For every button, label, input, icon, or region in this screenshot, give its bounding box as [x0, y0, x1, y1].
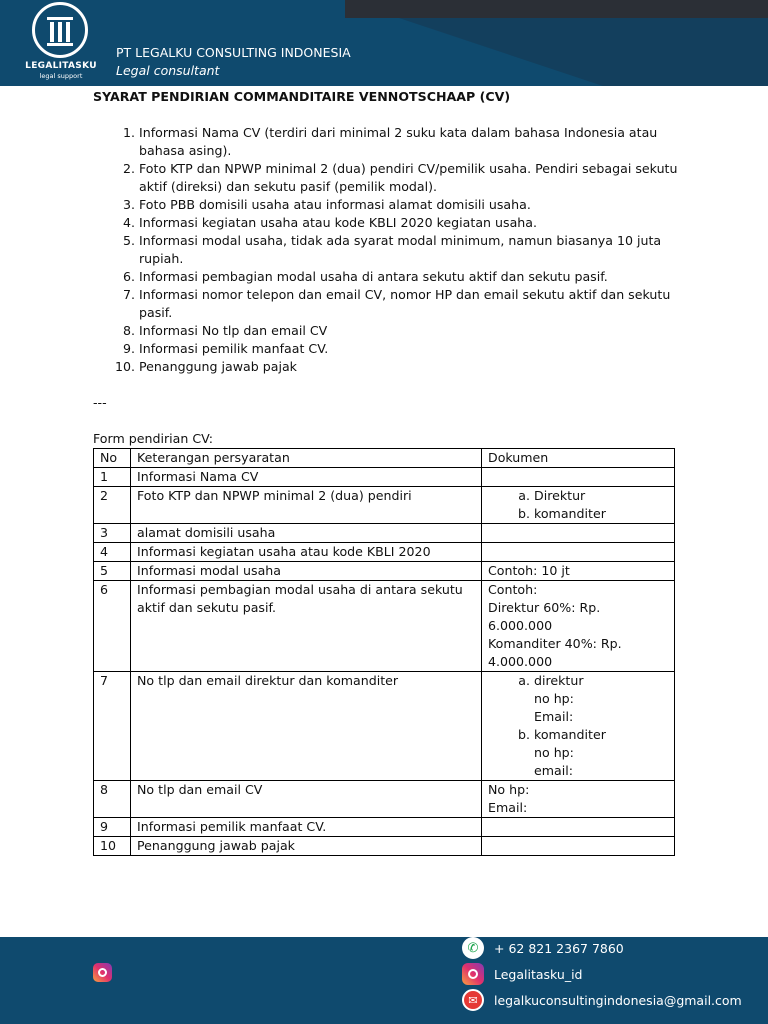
sublist-label: b. komanditer — [534, 727, 606, 742]
sublist-line: email: — [534, 763, 573, 778]
row-document — [482, 543, 675, 562]
document-line: Contoh: — [488, 582, 538, 597]
sublist-line: no hp: — [534, 691, 574, 706]
row-description: alamat domisili usaha — [131, 524, 482, 543]
list-item: 5. Informasi modal usaha, tidak ada syarat modal minimum, namun biasanya 10 juta rupiah. — [139, 232, 683, 268]
row-description: Informasi pembagian modal usaha di antara sekutu aktif dan sekutu pasif. — [131, 581, 482, 672]
row-description: Informasi kegiatan usaha atau kode KBLI 2020 — [131, 543, 482, 562]
list-item: 2. Foto KTP dan NPWP minimal 2 (dua) pendiri CV/pemilik usaha. Pendiri sebagai sekutu aktif (direksi) dan sekutu pasif (pemilik modal). — [139, 160, 683, 196]
sublist-line: Email: — [534, 709, 574, 724]
row-document — [482, 581, 675, 672]
company-name: PT LEGALKU CONSULTING INDONESIA — [116, 45, 351, 60]
phone-icon: ✆ — [462, 937, 484, 959]
row-document — [482, 837, 675, 856]
table-row — [94, 468, 675, 487]
row-number: 8 — [94, 781, 131, 818]
document-line: Direktur 60%: Rp. 6.000.000 — [488, 600, 601, 633]
list-item: b. komanditer — [534, 505, 668, 523]
row-number: 10 — [94, 837, 131, 856]
instagram-icon — [462, 963, 484, 985]
row-description: Informasi modal usaha — [131, 562, 482, 581]
table-row — [94, 837, 675, 856]
header-cell: Keterangan persyaratan — [131, 449, 482, 468]
row-document — [482, 672, 675, 781]
list-item: 4. Informasi kegiatan usaha atau kode KBLI 2020 kegiatan usaha. — [139, 214, 683, 232]
letterhead — [0, 0, 768, 86]
row-description: Foto KTP dan NPWP minimal 2 (dua) pendiri — [131, 487, 482, 524]
company-tagline: Legal consultant — [116, 63, 220, 78]
logo-text: LEGALITASKU — [25, 61, 97, 71]
document-title: SYARAT PENDIRIAN COMMANDITAIRE VENNOTSCHAAP (CV) — [93, 89, 511, 104]
instagram-icon[interactable] — [93, 963, 112, 982]
instagram-handle[interactable]: Legalitasku_id — [494, 966, 583, 982]
row-number: 2 — [94, 487, 131, 524]
list-item — [534, 726, 668, 780]
row-number: 7 — [94, 672, 131, 781]
email-address[interactable]: legalkuconsultingindonesia@gmail.com — [494, 992, 742, 1008]
row-document — [482, 524, 675, 543]
document-line: Email: — [488, 800, 528, 815]
list-item: 7. Informasi nomor telepon dan email CV, nomor HP dan email sekutu aktif dan sekutu pasif. — [139, 286, 683, 322]
logo-subtext: legal support — [39, 72, 83, 80]
table-row — [94, 818, 675, 837]
header-cell: Dokumen — [482, 449, 675, 468]
document-line: No hp: — [488, 782, 530, 797]
contact-email[interactable] — [462, 989, 742, 1011]
row-number: 3 — [94, 524, 131, 543]
pillar-logo-icon — [32, 2, 88, 58]
header-cell: No — [94, 449, 131, 468]
separator: --- — [93, 395, 107, 410]
row-number: 1 — [94, 468, 131, 487]
table-row — [94, 487, 675, 524]
list-item: a. Direktur — [534, 487, 668, 505]
row-number: 5 — [94, 562, 131, 581]
list-item: 1. Informasi Nama CV (terdiri dari minimal 2 suku kata dalam bahasa Indonesia atau bahasa asing). — [139, 124, 683, 160]
contact-instagram[interactable] — [462, 963, 582, 985]
form-table — [93, 448, 675, 856]
header-stripe — [345, 0, 768, 18]
row-document: Contoh: 10 jt — [482, 562, 675, 581]
list-item — [534, 672, 668, 726]
table-row — [94, 581, 675, 672]
row-description: Informasi Nama CV — [131, 468, 482, 487]
document-body — [93, 88, 683, 856]
document-sublist — [488, 672, 668, 780]
table-row — [94, 672, 675, 781]
requirements-list — [93, 124, 683, 376]
row-document — [482, 468, 675, 487]
mail-icon: ✉ — [462, 989, 484, 1011]
table-row — [94, 543, 675, 562]
list-item: 10. Penanggung jawab pajak — [139, 358, 683, 376]
phone-number[interactable]: + 62 821 2367 7860 — [494, 940, 624, 956]
form-title: Form pendirian CV: — [93, 431, 213, 446]
table-row — [94, 781, 675, 818]
list-item: 6. Informasi pembagian modal usaha di antara sekutu aktif dan sekutu pasif. — [139, 268, 683, 286]
sublist-line: no hp: — [534, 745, 574, 760]
list-item: 8. Informasi No tlp dan email CV — [139, 322, 683, 340]
sublist-label: a. direktur — [534, 673, 584, 688]
row-description: No tlp dan email CV — [131, 781, 482, 818]
row-document — [482, 781, 675, 818]
row-description: Informasi pemilik manfaat CV. — [131, 818, 482, 837]
row-description: No tlp dan email direktur dan komanditer — [131, 672, 482, 781]
row-document — [482, 818, 675, 837]
contact-phone[interactable] — [462, 937, 624, 959]
list-item: 3. Foto PBB domisili usaha atau informasi alamat domisili usaha. — [139, 196, 683, 214]
table-row — [94, 562, 675, 581]
row-document — [482, 487, 675, 524]
footer — [0, 937, 768, 1024]
table-row — [94, 524, 675, 543]
document-line: Komanditer 40%: Rp. 4.000.000 — [488, 636, 622, 669]
table-header-row — [94, 449, 675, 468]
row-number: 9 — [94, 818, 131, 837]
list-item: 9. Informasi pemilik manfaat CV. — [139, 340, 683, 358]
row-number: 4 — [94, 543, 131, 562]
row-number: 6 — [94, 581, 131, 672]
document-sublist — [488, 487, 668, 523]
row-description: Penanggung jawab pajak — [131, 837, 482, 856]
